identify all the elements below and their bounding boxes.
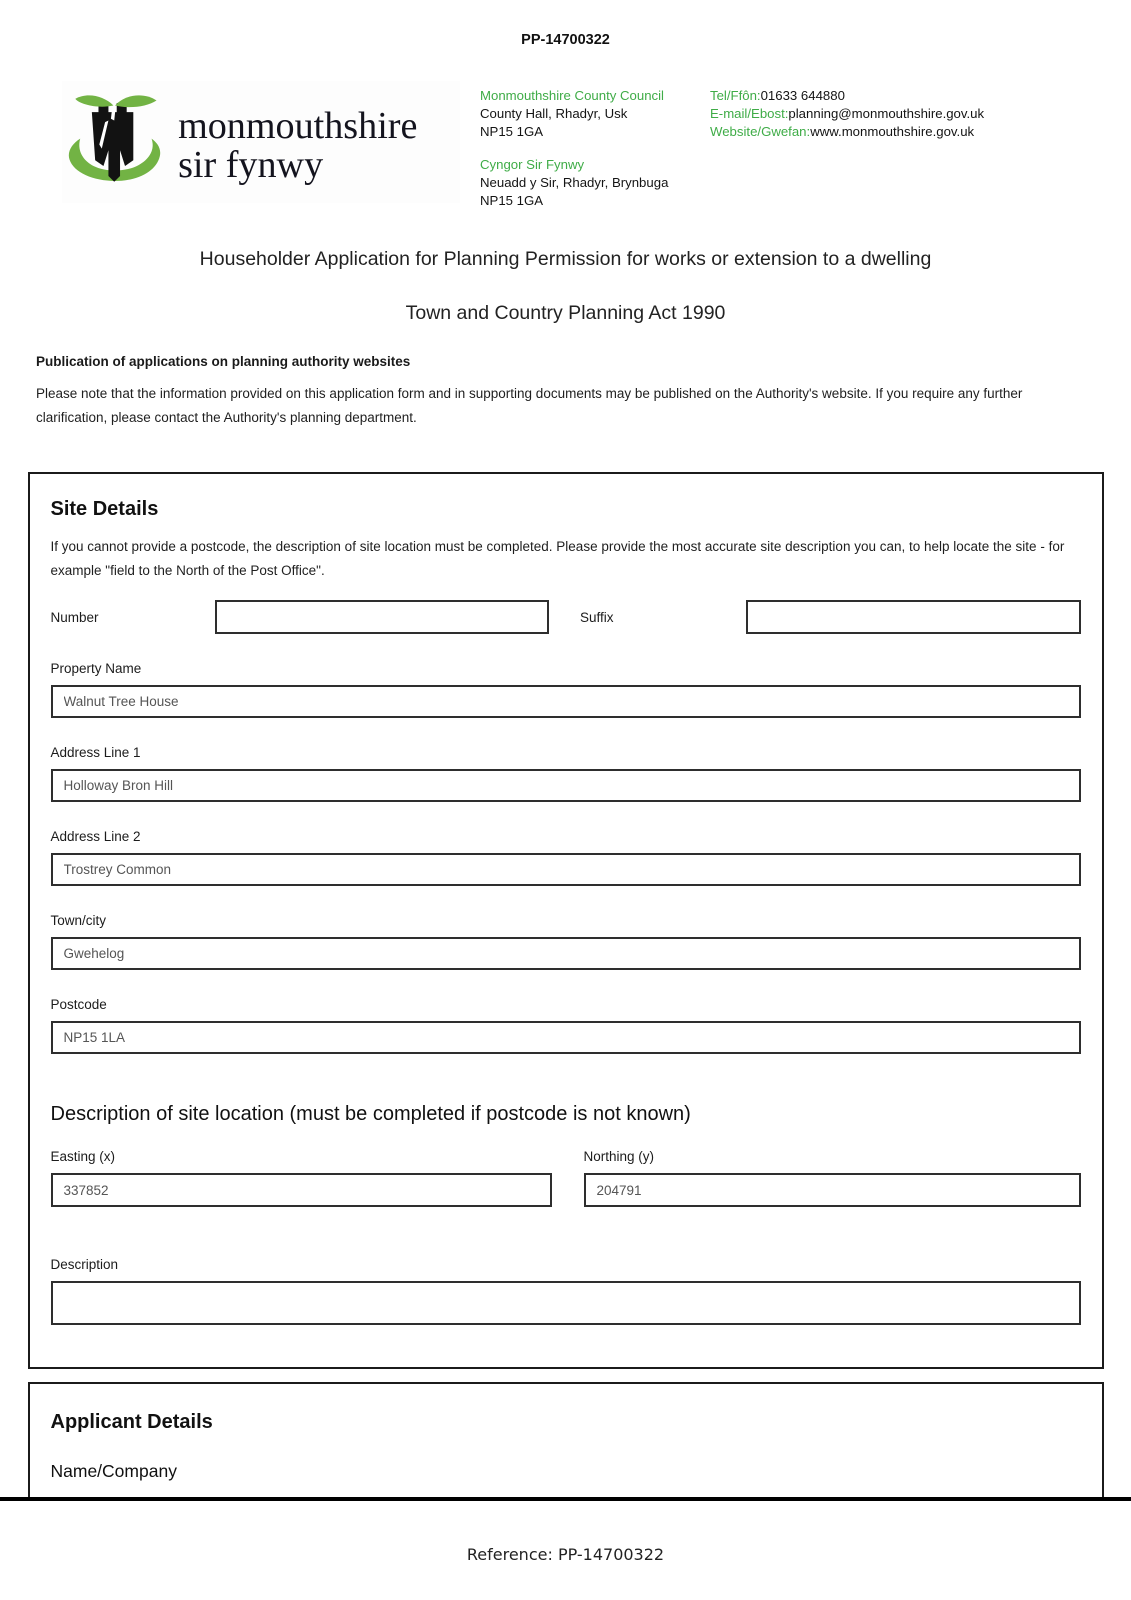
form-subtitle: Town and Country Planning Act 1990 bbox=[405, 302, 726, 324]
number-input[interactable] bbox=[215, 600, 549, 634]
easting-label: Easting (x) bbox=[50, 1149, 116, 1164]
property-name-field bbox=[51, 661, 1081, 718]
council-name-english: Monmouthshire County Council bbox=[480, 88, 664, 103]
website-label: Website/Gwefan: bbox=[710, 124, 811, 139]
name-company-label: Name/Company bbox=[50, 1461, 177, 1481]
address-line-2-label: Address Line 2 bbox=[50, 829, 141, 844]
applicant-details-section bbox=[28, 1382, 1104, 1497]
contact-telephone bbox=[710, 87, 1103, 105]
easting-field bbox=[51, 1149, 552, 1207]
easting-northing-row bbox=[51, 1149, 1081, 1207]
form-title: Householder Application for Planning Permission for works or extension to a dwelling bbox=[199, 248, 932, 270]
town-city-input[interactable] bbox=[51, 937, 1081, 970]
northing-field bbox=[584, 1149, 1081, 1207]
contact-email bbox=[710, 105, 1103, 123]
telephone-label: Tel/Ffôn: bbox=[710, 88, 761, 103]
northing-input[interactable] bbox=[584, 1173, 1081, 1207]
town-city-field bbox=[51, 913, 1081, 970]
postcode-field bbox=[51, 997, 1081, 1054]
council-address-line-welsh: Neuadd y Sir, Rhadyr, Brynbuga bbox=[480, 175, 669, 190]
postcode-input[interactable] bbox=[51, 1021, 1081, 1054]
footer-reference: Reference: PP-14700322 bbox=[466, 1545, 665, 1564]
number-suffix-row bbox=[51, 600, 1081, 634]
logo-name-welsh: sir fynwy bbox=[178, 143, 324, 186]
description-textarea[interactable] bbox=[51, 1281, 1081, 1325]
suffix-input[interactable] bbox=[746, 600, 1080, 634]
easting-input[interactable] bbox=[51, 1173, 552, 1207]
logo-name-english: monmouthshire bbox=[178, 104, 418, 147]
site-details-heading: Site Details bbox=[50, 498, 159, 520]
address-line-2-field bbox=[51, 829, 1081, 886]
top-reference-number: PP-14700322 bbox=[521, 32, 610, 48]
email-value: planning@monmouthshire.gov.uk bbox=[788, 106, 985, 121]
number-label: Number bbox=[50, 609, 99, 625]
address-line-1-field bbox=[51, 745, 1081, 802]
site-location-heading: Description of site location (must be completed if postcode is not known) bbox=[50, 1103, 691, 1125]
logo-leaf-right bbox=[115, 95, 156, 107]
northing-label: Northing (y) bbox=[583, 1149, 655, 1164]
site-details-intro: If you cannot provide a postcode, the description of site location must be completed. Please provide the most accurate site description you can, to help locate the site - for example "field to the North of the Post Office". bbox=[50, 539, 1065, 578]
council-postcode: NP15 1GA bbox=[480, 124, 544, 139]
address-line-1-label: Address Line 1 bbox=[50, 745, 141, 760]
website-value: www.monmouthshire.gov.uk bbox=[810, 124, 975, 139]
postcode-label: Postcode bbox=[50, 997, 107, 1012]
council-logo bbox=[62, 81, 460, 203]
logo-leaf-left bbox=[75, 95, 113, 106]
email-label: E-mail/Ebost: bbox=[710, 106, 789, 121]
publication-note-heading: Publication of applications on planning authority websites bbox=[36, 354, 411, 369]
town-city-label: Town/city bbox=[50, 913, 107, 928]
site-details-section bbox=[28, 472, 1104, 1369]
page-break-line bbox=[0, 1497, 1131, 1501]
publication-note-body: Please note that the information provided on this application form and in supporting documents may be published on the Authority's website. If you require any further clarification, please contact the Authority's planning department. bbox=[36, 386, 1023, 425]
council-contact-column bbox=[710, 87, 1103, 141]
contact-website bbox=[710, 123, 1103, 141]
address-line-2-input[interactable] bbox=[51, 853, 1081, 886]
property-name-label: Property Name bbox=[50, 661, 142, 676]
address-line-1-input[interactable] bbox=[51, 769, 1081, 802]
council-address-line: County Hall, Rhadyr, Usk bbox=[480, 106, 628, 121]
header bbox=[62, 81, 1103, 210]
applicant-details-heading: Applicant Details bbox=[50, 1411, 213, 1433]
council-postcode-welsh: NP15 1GA bbox=[480, 193, 544, 208]
suffix-label: Suffix bbox=[580, 609, 614, 625]
council-address-welsh bbox=[480, 156, 710, 210]
description-field bbox=[51, 1257, 1081, 1325]
monmouthshire-logo-icon bbox=[62, 81, 460, 203]
property-name-input[interactable] bbox=[51, 685, 1081, 718]
council-address-english bbox=[480, 87, 710, 141]
council-address-column bbox=[480, 87, 710, 210]
council-name-welsh: Cyngor Sir Fynwy bbox=[480, 157, 585, 172]
telephone-value: 01633 644880 bbox=[760, 88, 845, 103]
description-label: Description bbox=[50, 1257, 119, 1272]
